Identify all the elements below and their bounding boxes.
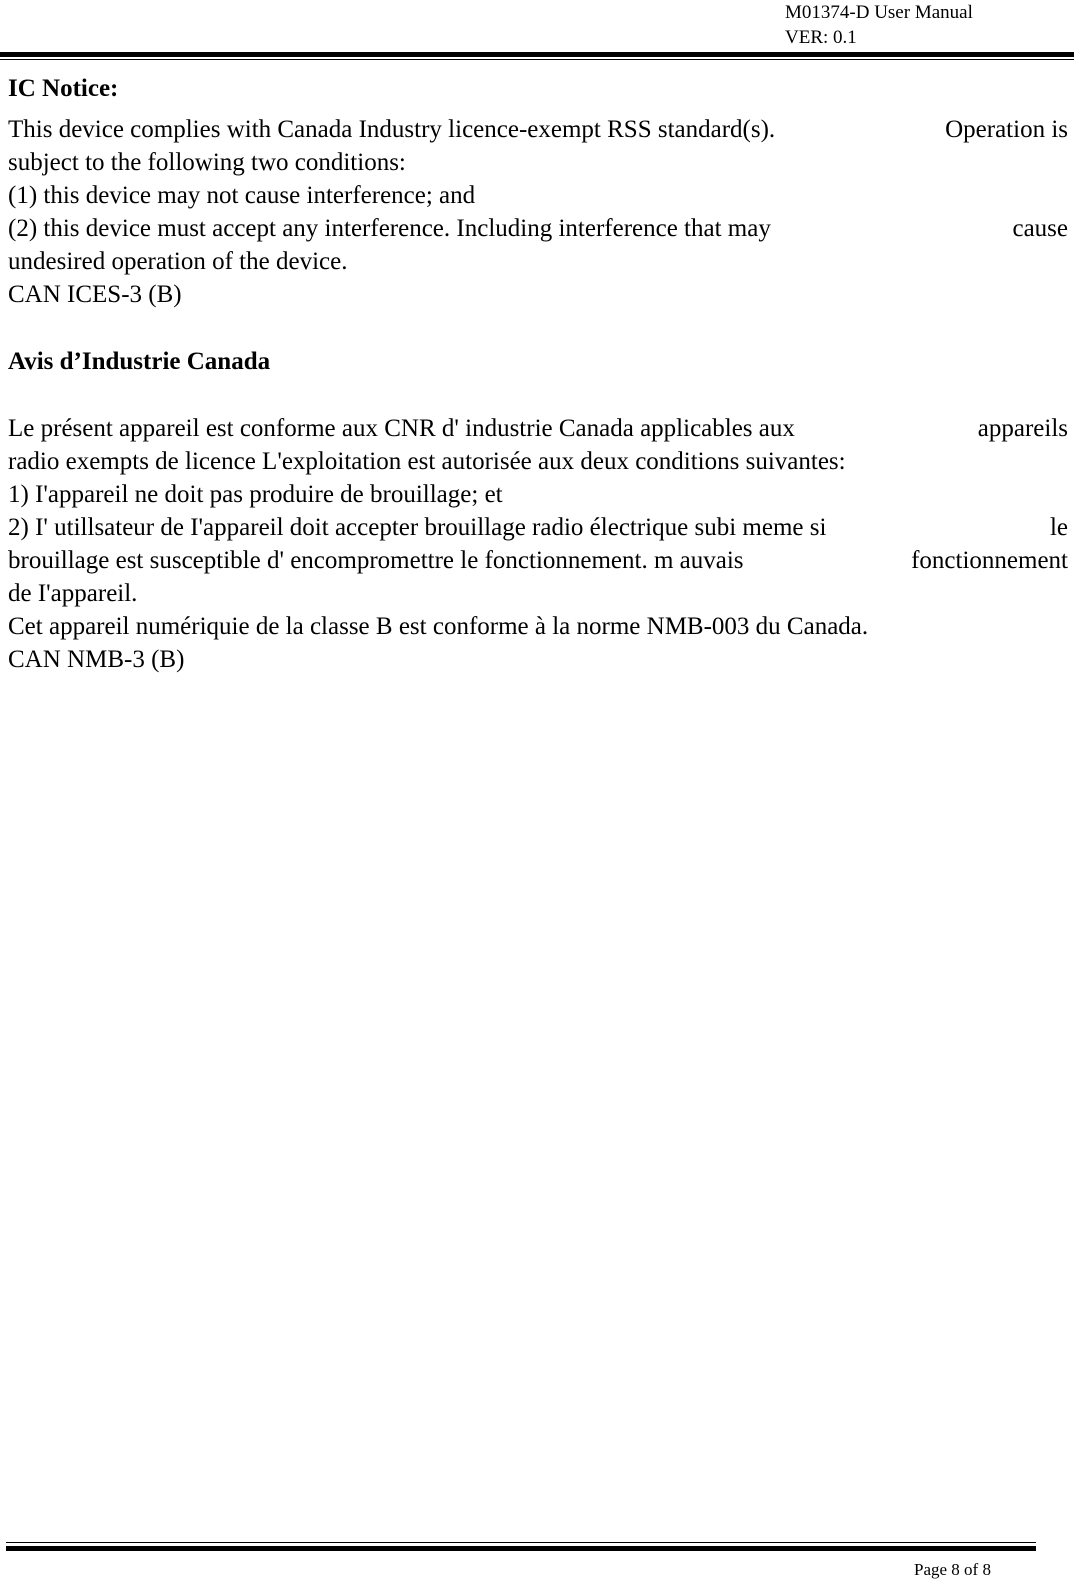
avis-line: Cet appareil numériquie de la classe B est conforme à la norme NMB-003 du Canada. — [8, 613, 869, 640]
version-label: VER: 0.1 — [785, 27, 857, 48]
ic-notice-line — [8, 212, 1068, 245]
avis-line5-left: brouillage est susceptible d' encompromettre le fonctionnement. m auvais — [8, 547, 744, 574]
avis-line4-right: le — [1049, 514, 1068, 541]
ic-notice-line4-right: cause — [1012, 215, 1068, 242]
ic-notice-line1-right: Operation is — [945, 116, 1068, 143]
ic-notice-line: (1) this device may not cause interference; and — [8, 182, 476, 209]
ic-notice-line — [8, 113, 1068, 146]
header-divider-thin — [0, 59, 1074, 60]
header-divider — [0, 52, 1074, 57]
avis-line: CAN NMB-3 (B) — [8, 646, 185, 673]
page-number: Page 8 of 8 — [914, 1560, 991, 1579]
footer-divider — [6, 1546, 1036, 1551]
footer-divider-thin — [6, 1542, 1036, 1543]
avis-line — [8, 544, 1068, 577]
ic-notice-line: undesired operation of the device. — [8, 248, 348, 275]
ic-notice-heading: IC Notice: — [8, 75, 119, 102]
document-header — [785, 0, 973, 50]
avis-line — [8, 511, 1068, 544]
manual-title: M01374-D User Manual — [785, 2, 973, 23]
ic-notice-line4-left: (2) this device must accept any interference. Including interference that may — [8, 215, 771, 242]
avis-line: 1) I'appareil ne doit pas produire de brouillage; et — [8, 481, 503, 508]
avis-line — [8, 412, 1068, 445]
avis-line1-left: Le présent appareil est conforme aux CNR d' industrie Canada applicables aux — [8, 415, 795, 442]
page-body — [8, 72, 1068, 676]
avis-line5-right: fonctionnement — [911, 547, 1068, 574]
avis-line: de I'appareil. — [8, 580, 138, 607]
avis-heading: Avis d’Industrie Canada — [8, 348, 271, 375]
ic-notice-line: CAN ICES-3 (B) — [8, 281, 182, 308]
ic-notice-line1-left: This device complies with Canada Industry licence-exempt RSS standard(s). — [8, 116, 776, 143]
avis-line4-left: 2) I' utillsateur de I'appareil doit accepter brouillage radio électrique subi meme si — [8, 514, 827, 541]
avis-line: radio exempts de licence L'exploitation est autorisée aux deux conditions suivantes: — [8, 448, 846, 475]
avis-line1-right: appareils — [977, 415, 1068, 442]
ic-notice-line: subject to the following two conditions: — [8, 149, 406, 176]
